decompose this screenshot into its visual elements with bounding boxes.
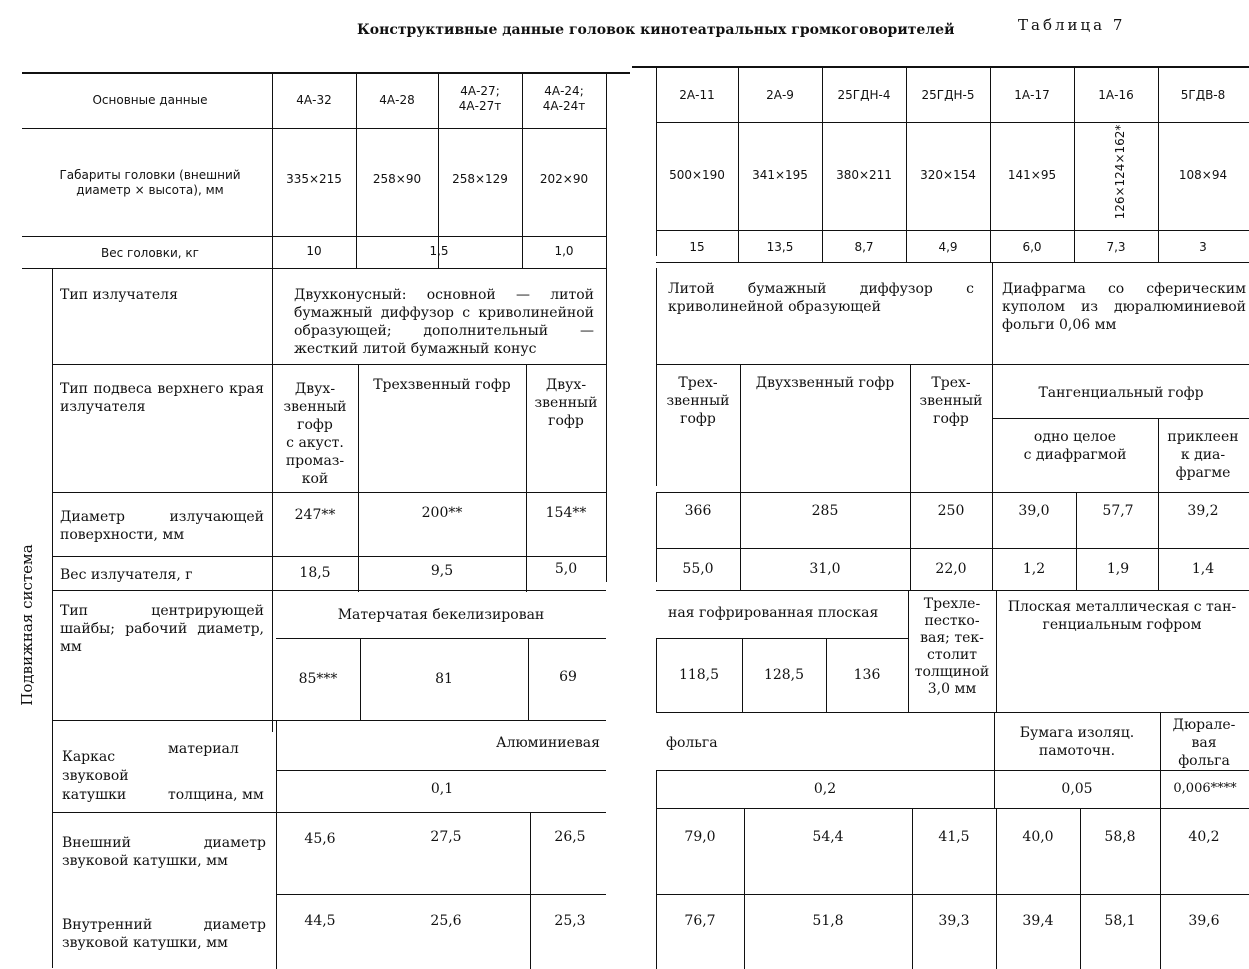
- emitter-diameter-value: 39,2: [1187, 503, 1219, 519]
- dimension-value: 202×90: [539, 172, 589, 186]
- emitter-weight-value: 18,5: [299, 565, 331, 581]
- emitter-diameter-value: 154**: [545, 505, 587, 521]
- emitter-weight-value: 1,4: [1191, 561, 1215, 577]
- coil-outer-value: 58,8: [1104, 829, 1136, 845]
- suspension-f: Трех- звенный гофр: [919, 375, 983, 427]
- dimension-value-rotated: 126×124×162*: [1113, 124, 1127, 220]
- emitter-weight-value: 5,0: [554, 561, 578, 577]
- emitter-type-left: Двухконусный: основной — литой бумажный диффузор с криволинейной образующей; дополнительный — жесткий литой бумажный конус: [294, 287, 594, 357]
- coil-material-label: материал: [168, 741, 239, 757]
- coil-outer-value: 26,5: [554, 829, 586, 845]
- washer-diameter-value: 118,5: [678, 667, 720, 683]
- emitter-diameter-value: 57,7: [1102, 503, 1134, 519]
- coil-thickness-label: толщина, мм: [168, 787, 264, 803]
- coil-inner-value: 25,6: [430, 913, 462, 929]
- coil-thickness-value: 0,1: [430, 781, 454, 797]
- model-header: 2А-9: [766, 88, 794, 102]
- coil-inner-value: 76,7: [684, 913, 716, 929]
- dimension-value: 341×195: [752, 168, 808, 182]
- washer-diameter-value: 81: [435, 671, 453, 687]
- washer-diameter-value: 136: [853, 667, 881, 683]
- coil-thickness-value: 0,2: [813, 781, 837, 797]
- emitter-diameter-value: 250: [937, 503, 965, 519]
- coil-inner-value: 39,6: [1188, 913, 1220, 929]
- weight-value: 15: [689, 240, 705, 254]
- coil-outer-value: 41,5: [938, 829, 970, 845]
- washer-type-mid: ная гофрированная плоская: [668, 605, 879, 621]
- model-header: 4А-24; 4А-24т: [542, 84, 586, 113]
- suspension-h: одно целое с диафрагмой: [1023, 429, 1127, 463]
- suspension-d: Трех- звенный гофр: [666, 375, 730, 427]
- coil-inner-value: 58,1: [1104, 913, 1136, 929]
- row-label-basic: Основные данные: [92, 93, 208, 107]
- emitter-weight-value: 55,0: [682, 561, 714, 577]
- coil-outer-value: 54,4: [812, 829, 844, 845]
- model-header: 5ГДВ-8: [1180, 88, 1226, 102]
- emitter-weight-value: 22,0: [935, 561, 967, 577]
- emitter-weight-value: 31,0: [809, 561, 841, 577]
- row-label-centering-washer: Тип центрирующей шайбы; рабочий диаметр, мм: [60, 603, 264, 655]
- coil-inner-value: 51,8: [812, 913, 844, 929]
- model-header: 1А-17: [1014, 88, 1050, 102]
- emitter-weight-value: 1,9: [1106, 561, 1130, 577]
- row-label-weight-head: Вес головки, кг: [101, 246, 199, 260]
- table-title: Конструктивные данные головок кинотеатральных громкоговорителей: [357, 22, 955, 38]
- coil-outer-value: 45,6: [304, 831, 336, 847]
- coil-material-paper: Бумага изоляц. памоточн.: [1019, 725, 1135, 759]
- emitter-type-right: Диафрагма со сферическим куполом из дюралюминиевой фольги 0,06 мм: [1002, 281, 1246, 333]
- table-number: Таблица 7: [1018, 16, 1126, 34]
- suspension-c: Двух- звенный гофр: [534, 377, 598, 429]
- weight-value: 13,5: [766, 240, 794, 254]
- coil-outer-value: 40,2: [1188, 829, 1220, 845]
- coil-thickness-value: 0,006****: [1173, 781, 1237, 796]
- emitter-weight-value: 1,2: [1022, 561, 1046, 577]
- suspension-b: Трехзвенный гофр: [373, 377, 511, 393]
- suspension-g: Тангенциальный гофр: [1038, 385, 1204, 401]
- coil-thickness-value: 0,05: [1061, 781, 1093, 797]
- emitter-weight-value: 9,5: [430, 563, 454, 579]
- dimension-value: 335×215: [286, 172, 342, 186]
- row-label-emitter-weight: Вес излучателя, г: [60, 567, 193, 583]
- row-label-coil-outer: Внешний диаметр звуковой катушки, мм: [62, 835, 266, 869]
- moving-system-label: Подвижная система: [18, 544, 36, 706]
- weight-value: 3: [1199, 240, 1207, 254]
- weight-value: 7,3: [1106, 240, 1126, 254]
- model-header: 4А-28: [379, 93, 415, 107]
- dimension-value: 500×190: [669, 168, 725, 182]
- emitter-diameter-value: 247**: [294, 507, 336, 523]
- model-header: 4А-32: [296, 93, 332, 107]
- model-header: 25ГДН-5: [921, 88, 975, 102]
- emitter-diameter-value: 39,0: [1018, 503, 1050, 519]
- coil-material-left: Алюминиевая: [496, 735, 600, 751]
- coil-outer-value: 27,5: [430, 829, 462, 845]
- row-label-coil-inner: Внутренний диаметр звуковой катушки, мм: [62, 917, 266, 951]
- suspension-e: Двухзвенный гофр: [755, 375, 895, 391]
- weight-value: 6,0: [1022, 240, 1042, 254]
- dimension-value: 141×95: [1007, 168, 1057, 182]
- row-label-emitter-diameter: Диаметр излучающей поверхности, мм: [60, 509, 264, 543]
- dimension-value: 258×90: [372, 172, 422, 186]
- model-header: 1А-16: [1098, 88, 1134, 102]
- row-label-suspension: Тип подвеса верхнего края излучателя: [60, 381, 264, 415]
- weight-value: 8,7: [854, 240, 874, 254]
- row-label-dimensions: Габариты головки (внешний диаметр × высота), мм: [59, 168, 241, 197]
- weight-value: 1,0: [554, 244, 574, 258]
- coil-outer-value: 40,0: [1022, 829, 1054, 845]
- coil-outer-value: 79,0: [684, 829, 716, 845]
- row-label-emitter-type: Тип излучателя: [60, 287, 178, 303]
- coil-inner-value: 39,3: [938, 913, 970, 929]
- model-header: 4А-27; 4А-27т: [458, 84, 502, 113]
- washer-diameter-value: 69: [559, 669, 577, 685]
- weight-value: 10: [306, 244, 322, 258]
- coil-inner-value: 44,5: [304, 913, 336, 929]
- weight-value: 4,9: [938, 240, 958, 254]
- row-label-coil-frame: Каркас звуковой катушки: [62, 749, 129, 803]
- emitter-diameter-value: 366: [684, 503, 712, 519]
- model-header: 25ГДН-4: [837, 88, 891, 102]
- coil-material-mid: фольга: [666, 735, 718, 751]
- dimension-value: 380×211: [836, 168, 892, 182]
- washer-diameter-value: 128,5: [763, 667, 805, 683]
- washer-type-left: Матерчатая бекелизирован: [337, 607, 545, 623]
- dimension-value: 258×129: [452, 172, 508, 186]
- coil-inner-value: 39,4: [1022, 913, 1054, 929]
- washer-textolite: Трехле- пестко- вая; тек- столит толщиной 3,0 мм: [914, 596, 990, 697]
- emitter-diameter-value: 200**: [421, 505, 463, 521]
- emitter-type-mid: Литой бумажный диффузор с криволинейной образующей: [668, 281, 974, 315]
- dimension-value: 108×94: [1178, 168, 1228, 182]
- washer-diameter-value: 85***: [298, 671, 338, 687]
- model-header: 2А-11: [679, 88, 715, 102]
- emitter-diameter-value: 285: [811, 503, 839, 519]
- coil-inner-value: 25,3: [554, 913, 586, 929]
- dimension-value: 320×154: [920, 168, 976, 182]
- suspension-a: Двух- звенный гофр с акуст. промаз- кой: [283, 381, 347, 487]
- suspension-i: приклеен к диа- фрагме: [1167, 429, 1239, 481]
- coil-material-dural: Дюрале- вая фольга: [1172, 717, 1236, 769]
- washer-metal: Плоская металлическая с тан- генциальным гофром: [1007, 599, 1237, 633]
- weight-value: 1,5: [429, 244, 449, 258]
